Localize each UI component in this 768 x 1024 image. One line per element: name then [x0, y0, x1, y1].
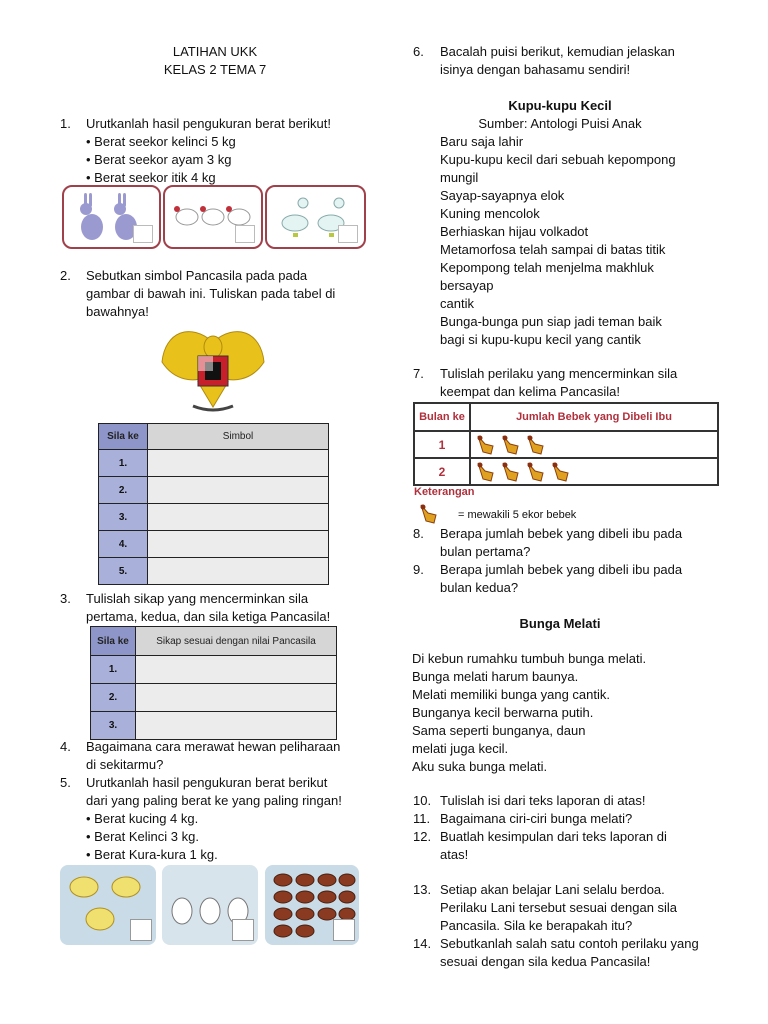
table-row [91, 712, 337, 740]
question-number: 8. [413, 526, 424, 541]
question-number: 13. [413, 882, 432, 897]
question-number: 2. [60, 268, 71, 283]
table-cell: 1. [99, 450, 148, 477]
table-header: Sila ke [91, 627, 136, 656]
report-line: Di kebun rumahku tumbuh bunga melati. [412, 651, 647, 666]
sikap-pancasila-table [90, 626, 337, 740]
question-number: 9. [413, 562, 424, 577]
duck-pictograph-table [413, 402, 719, 486]
bullet-item: • Berat seekor kelinci 5 kg [86, 134, 236, 149]
duck-icon [475, 461, 497, 483]
duck-icon [418, 503, 440, 525]
table-row [99, 450, 329, 477]
bullet-item: • Berat seekor ayam 3 kg [86, 152, 232, 167]
question-number: 6. [413, 44, 424, 59]
legend-title: Keterangan [414, 486, 475, 498]
duck-icon [525, 434, 547, 456]
poem-line: Kuning mencolok [440, 206, 540, 221]
answer-cell[interactable] [136, 656, 337, 684]
report-body [412, 650, 646, 776]
question-text: Berapa jumlah bebek yang dibeli ibu pada [440, 526, 683, 541]
question-text: Sebutkanlah salah satu contoh perilaku yang [440, 936, 699, 951]
table-row [99, 531, 329, 558]
question-text: Pancasila. Sila ke berapakah itu? [440, 918, 633, 933]
table-cell: 4. [99, 531, 148, 558]
poem-source: Sumber: Antologi Puisi Anak [478, 116, 642, 131]
bullet-item: • Berat Kelinci 3 kg. [86, 829, 199, 844]
poem-header [410, 97, 710, 133]
table-header: Sila ke [99, 424, 148, 450]
table-cell: 5. [99, 558, 148, 585]
table-cell: 2. [99, 477, 148, 504]
table-row [414, 458, 718, 485]
question-text: pertama, kedua, dan sila ketiga Pancasila! [86, 609, 331, 624]
question-text: atas! [440, 847, 469, 862]
answer-cell[interactable] [148, 450, 329, 477]
month-cell: 2 [414, 458, 470, 485]
question-number: 1. [60, 116, 71, 131]
answer-cell[interactable] [148, 504, 329, 531]
question-10 [413, 792, 645, 810]
table-row [91, 656, 337, 684]
question-text: Setiap akan belajar Lani selalu berdoa. [440, 882, 665, 897]
pancasila-symbol-table [98, 423, 329, 585]
question-text: isinya dengan bahasamu sendiri! [440, 62, 631, 77]
question-3 [60, 590, 330, 626]
table-header: Jumlah Bebek yang Dibeli Ibu [470, 403, 718, 431]
table-row [99, 504, 329, 531]
question-text: Tulislah sikap yang mencerminkan sila [86, 591, 309, 606]
question-9 [413, 561, 682, 597]
rabbits-image-2 [162, 865, 258, 945]
question-text: Buatlah kesimpulan dari teks laporan di [440, 829, 667, 844]
turtles-image [265, 865, 359, 945]
poem-line: mungil [440, 170, 479, 185]
question-text: dari yang paling berat ke yang paling ringan! [86, 793, 342, 808]
question-11 [413, 810, 632, 828]
question-number: 11. [413, 811, 431, 826]
poem-line: Kepompong telah menjelma makhluk [440, 260, 654, 275]
question-text: sesuai dengan sila kedua Pancasila! [440, 954, 651, 969]
question-text: di sekitarmu? [86, 757, 164, 772]
worksheet-title: LATIHAN UKK [172, 44, 258, 59]
answer-cell[interactable] [136, 712, 337, 740]
poem-body [440, 133, 676, 349]
report-line: Melati memiliki bunga yang cantik. [412, 687, 610, 702]
question-7 [413, 365, 677, 401]
poem-line: cantik [440, 296, 474, 311]
table-header: Bulan ke [414, 403, 470, 431]
question-8 [413, 525, 682, 561]
question-14 [413, 935, 699, 971]
question-text: Bagaimana cara merawat hewan peliharaan [86, 739, 341, 754]
question-5 [60, 774, 342, 864]
question-number: 12. [413, 829, 432, 844]
duck-count-cell [470, 431, 718, 458]
question-text: bulan pertama? [440, 544, 531, 559]
poem-line: Sayap-sayapnya elok [440, 188, 565, 203]
report-line: Sama seperti bunganya, daun [412, 723, 586, 738]
table-cell: 3. [91, 712, 136, 740]
question-6 [413, 43, 675, 79]
poem-line: Berhiaskan hijau volkadot [440, 224, 589, 239]
question-text: Berapa jumlah bebek yang dibeli ibu pada [440, 562, 683, 577]
duck-icon [525, 461, 547, 483]
table-row [99, 477, 329, 504]
bullet-item: • Berat seekor itik 4 kg [86, 170, 216, 185]
question-12 [413, 828, 667, 864]
duck-icon [500, 461, 522, 483]
table-header: Simbol [148, 424, 329, 450]
question-number: 4. [60, 739, 71, 754]
answer-cell[interactable] [148, 558, 329, 585]
table-row [91, 684, 337, 712]
question-text: Tulislah isi dari teks laporan di atas! [440, 793, 646, 808]
table-cell: 2. [91, 684, 136, 712]
question-number: 3. [60, 591, 71, 606]
question-number: 10. [413, 793, 432, 808]
report-title: Bunga Melati [519, 616, 601, 631]
question-text: Perilaku Lani tersebut sesuai dengan sila [440, 900, 678, 915]
answer-cell[interactable] [136, 684, 337, 712]
table-row [99, 558, 329, 585]
poem-line: Bunga-bunga pun siap jadi teman baik [440, 314, 662, 329]
bullet-item: • Berat kucing 4 kg. [86, 811, 199, 826]
question-text: Tulislah perilaku yang mencerminkan sila [440, 366, 678, 381]
duck-icon [550, 461, 572, 483]
poem-line: Baru saja lahir [440, 134, 524, 149]
table-row [414, 431, 718, 458]
question-number: 5. [60, 775, 71, 790]
table-header: Sikap sesuai dengan nilai Pancasila [136, 627, 337, 656]
question-text: bawahnya! [86, 304, 149, 319]
rabbits-image [62, 185, 161, 249]
question-text: keempat dan kelima Pancasila! [440, 384, 620, 399]
answer-cell[interactable] [148, 531, 329, 558]
worksheet-subtitle: KELAS 2 TEMA 7 [163, 62, 267, 77]
bullet-item: • Berat Kura-kura 1 kg. [86, 847, 218, 862]
poem-line: Metamorfosa telah sampai di batas titik [440, 242, 666, 257]
answer-cell[interactable] [148, 477, 329, 504]
question-number: 14. [413, 936, 432, 951]
duck-count-cell [470, 458, 718, 485]
report-line: Bunganya kecil berwarna putih. [412, 705, 594, 720]
question-4 [60, 738, 340, 774]
month-cell: 1 [414, 431, 470, 458]
garuda-pancasila-image [160, 322, 266, 416]
ducks-image [265, 185, 366, 249]
chickens-image [163, 185, 263, 249]
duck-icon [475, 434, 497, 456]
question-13 [413, 881, 677, 935]
poem-line: bagi si kupu-kupu kecil yang cantik [440, 332, 641, 347]
worksheet-header [115, 43, 315, 79]
report-line: melati juga kecil. [412, 741, 509, 756]
question-1 [60, 115, 331, 187]
question-2 [60, 267, 335, 321]
question-number: 7. [413, 366, 424, 381]
table-cell: 1. [91, 656, 136, 684]
question-text: Sebutkan simbol Pancasila pada pada [86, 268, 308, 283]
poem-title: Kupu-kupu Kecil [508, 98, 612, 113]
report-line: Aku suka bunga melati. [412, 759, 548, 774]
poem-line: bersayap [440, 278, 494, 293]
cats-image [60, 865, 156, 945]
poem-line: Kupu-kupu kecil dari sebuah kepompong [440, 152, 676, 167]
question-text: Bagaimana ciri-ciri bunga melati? [440, 811, 633, 826]
table-cell: 3. [99, 504, 148, 531]
legend-text: = mewakili 5 ekor bebek [458, 509, 577, 521]
duck-icon [500, 434, 522, 456]
question-text: Bacalah puisi berikut, kemudian jelaskan [440, 44, 675, 59]
question-text: bulan kedua? [440, 580, 519, 595]
question-text: gambar di bawah ini. Tuliskan pada tabel di [86, 286, 336, 301]
question-text: Urutkanlah hasil pengukuran berat berikut [86, 775, 328, 790]
question-text: Urutkanlah hasil pengukuran berat berikut! [86, 116, 331, 131]
report-line: Bunga melati harum baunya. [412, 669, 579, 684]
